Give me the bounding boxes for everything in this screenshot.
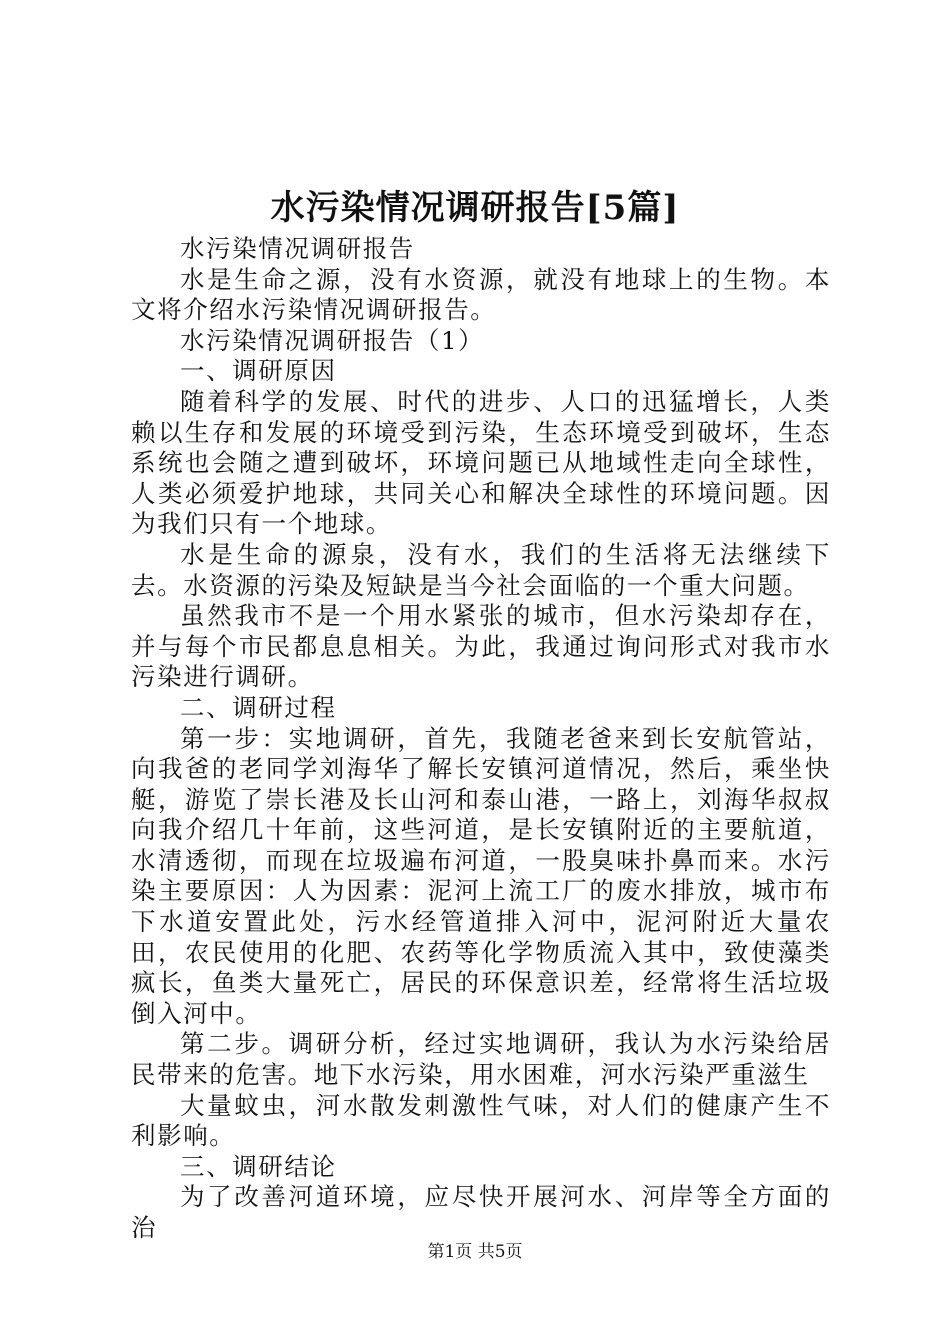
paragraph-reason-3: 虽然我市不是一个用水紧张的城市，但水污染却存在，并与每个市民都息息相关。为此，我通过询问形式对我市水污染进行调研。: [131, 601, 831, 692]
section-heading-reason: 一、调研原因: [180, 356, 337, 386]
page-footer: 第1页 共5页: [427, 1242, 523, 1262]
paragraph-intro: 水是生命之源，没有水资源，就没有地球上的生物。本文将介绍水污染情况调研报告。: [131, 264, 831, 325]
paragraph-reason-2: 水是生命的源泉，没有水，我们的生活将无法继续下去。水资源的污染及短缺是当今社会面临的一个重大问题。: [131, 539, 831, 600]
document-title: 水污染情况调研报告[5篇]: [270, 188, 680, 228]
paragraph-reason-1: 随着科学的发展、时代的进步、人口的迅猛增长，人类赖以生存和发展的环境受到污染，生态环境受到破坏，生态系统也会随之遭到破坏，环境问题已从地域性走向全球性，人类必须爱护地球，共同关心和解决全球性的环境问题。因为我们只有一个地球。: [131, 386, 831, 539]
paragraph-conclusion: 为了改善河道环境，应尽快开展河水、河岸等全方面的治: [131, 1182, 831, 1242]
document-body: [131, 234, 831, 1244]
section-heading-conclusion: 三、调研结论: [180, 1151, 337, 1181]
paragraph-process-step-2: 第二步。调研分析，经过实地调研，我认为水污染给居民带来的危害。地下水污染，用水困难，河水污染严重滋生: [131, 1029, 831, 1090]
paragraph-subtitle: 水污染情况调研报告: [180, 234, 415, 263]
paragraph-report-heading: 水污染情况调研报告（1）: [180, 325, 485, 355]
paragraph-process-step-1: 第一步：实地调研，首先，我随老爸来到长安航管站，向我爸的老同学刘海华了解长安镇河道情况，然后，乘坐快艇，游览了崇长港及长山河和泰山港，一路上，刘海华叔叔向我介绍几十年前，这些河道，是长安镇附近的主要航道，水清透彻，而现在垃圾遍布河道，一股臭味扑鼻而来。水污染主要原因：人为因素：泥河上流工厂的废水排放，城市布下水道安置此处，污水经管道排入河中，泥河附近大量农田，农民使用的化肥、农药等化学物质流入其中，致使藻类疯长，鱼类大量死亡，居民的环保意识差，经常将生活垃圾倒入河中。: [131, 723, 831, 1028]
section-heading-process: 二、调研过程: [180, 692, 337, 722]
paragraph-process-step-2-cont: 大量蚊虫，河水散发刺激性气味，对人们的健康产生不利影响。: [131, 1090, 831, 1151]
